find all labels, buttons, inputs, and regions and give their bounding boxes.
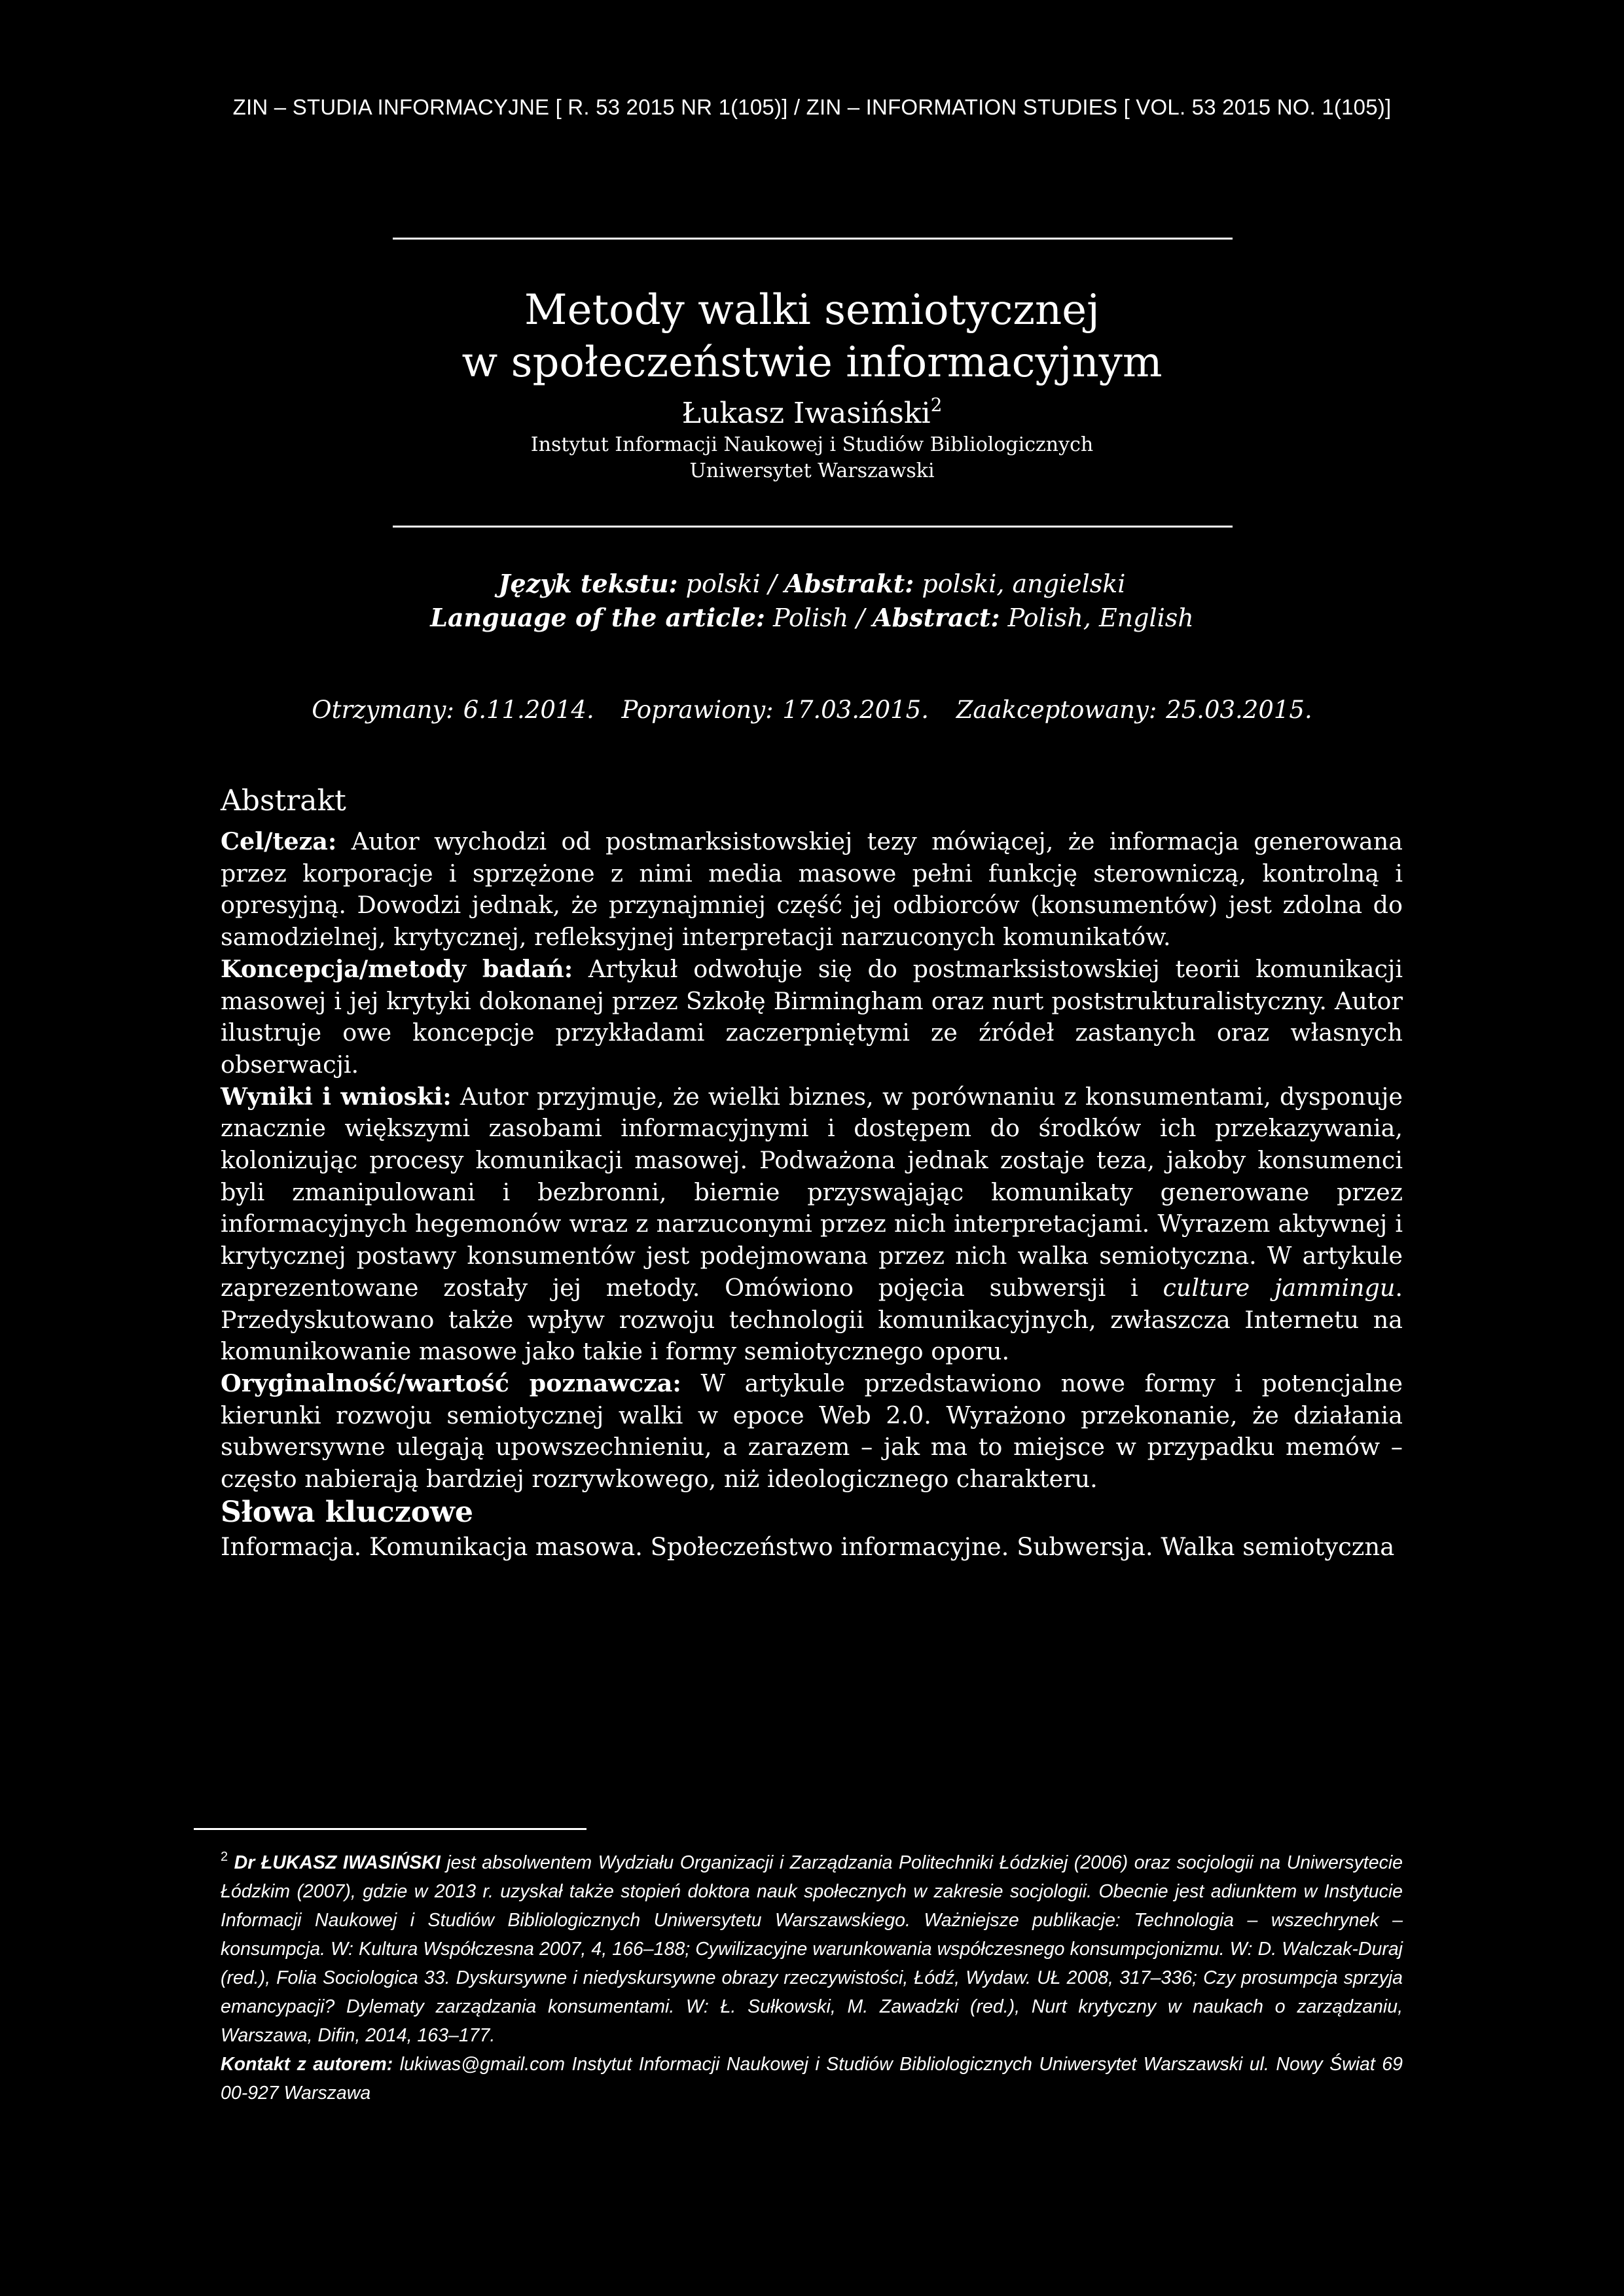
author-name-text: Łukasz Iwasiński [681, 397, 931, 430]
language-info [0, 567, 1624, 635]
abstract-body [221, 826, 1403, 1496]
abstract-results-label: Wyniki i wnioski: [221, 1082, 452, 1111]
date-revised: Poprawiony: 17.03.2015. [621, 696, 929, 724]
language-pl-label: Język tekstu: [498, 569, 678, 598]
date-received: Otrzymany: 6.11.2014. [312, 696, 594, 724]
keywords-heading: Słowa kluczowe [221, 1496, 473, 1529]
article-title-line-2: w społeczeństwie informacyjnym [461, 338, 1163, 387]
language-pl-value: polski / [677, 569, 785, 598]
abstract-results-text: Autor przyjmuje, że wielki biznes, w porównaniu z konsumentami, dysponuje znacznie większymi zasobami informacyjnymi i dostępem do środków ich przekazywania, kolonizując procesy komunikacji masowej. Podważona jednak zostaje teza, jakoby konsumenci byli zmanipulowani i bezbronni, biernie przyswajając komunikaty generowane przez informacyjnych hegemonów wraz z narzuconymi przez nich interpretacjami. Wyrazem aktywnej i krytycznej postawy konsumentów jest podejmowana przez nich walka semiotyczna. W artykule zaprezentowane zostały jej metody. Omówiono pojęcia subwersji i [221, 1082, 1403, 1302]
running-header: ZIN – STUDIA INFORMACYJNE [ R. 53 2015 NR 1(105)] / ZIN – INFORMATION STUDIES [ VOL. 53 2015 NO. 1(105)] [232, 95, 1392, 119]
footnote [221, 1842, 1403, 2108]
affiliation [0, 432, 1624, 484]
abstract-results [221, 1081, 1403, 1368]
affiliation-institute: Instytut Informacji Naukowej i Studiów Bibliologicznych [530, 433, 1094, 456]
footnote-author-label: Dr ŁUKASZ IWASIŃSKI [234, 1852, 441, 1873]
footnote-separator [194, 1828, 586, 1830]
abstract-originality [221, 1368, 1403, 1496]
article-dates [0, 696, 1624, 724]
keywords-text: Informacja. Komunikacja masowa. Społeczeństwo informacyjne. Subwersja. Walka semiotyczna [221, 1533, 1395, 1561]
abstract-lang-en-label: Abstract: [873, 603, 1000, 632]
language-en [0, 601, 1624, 635]
footnote-contact-label: Kontakt z autorem: [221, 2054, 393, 2075]
author-name [0, 394, 1624, 430]
title-rule-top [393, 238, 1233, 240]
abstract-results-text-cont: . Przedyskutowano także wpływ rozwoju technologii komunikacyjnych, zwłaszcza Internetu na komunikowanie masowe jako takie i formy semiotycznego oporu. [221, 1273, 1403, 1366]
affiliation-university: Uniwersytet Warszawski [689, 459, 935, 482]
abstract-method-text: Artykuł odwołuje się do postmarksistowskiej teorii komunikacji masowej i jej krytyki dokonanej przez Szkołę Birmingham oraz nurt poststrukturalistyczny. Autor ilustruje owe koncepcje przykładami zaczerpniętymi ze źródeł zastanych oraz własnych obserwacji. [221, 954, 1403, 1079]
abstract-lang-pl-value: polski, angielski [914, 569, 1126, 598]
language-en-label: Language of the article: [430, 603, 765, 632]
language-pl [0, 567, 1624, 601]
abstract-method [221, 954, 1403, 1081]
language-en-value: Polish / [765, 603, 873, 632]
abstract-aim-label: Cel/teza: [221, 827, 337, 855]
footnote-bio [221, 1842, 1403, 2050]
abstract-lang-en-value: Polish, English [1000, 603, 1194, 632]
abstract-method-label: Koncepcja/metody badań: [221, 954, 573, 983]
footnote-contact [221, 2050, 1403, 2108]
abstract-lang-pl-label: Abstrakt: [784, 569, 914, 598]
abstract-aim [221, 826, 1403, 954]
abstract-results-italic-term: culture jammingu [1163, 1273, 1396, 1302]
abstract-originality-label: Oryginalność/wartość poznawcza: [221, 1369, 681, 1397]
date-accepted: Zaakceptowany: 25.03.2015. [956, 696, 1312, 724]
article-title-line-1: Metody walki semiotycznej [524, 286, 1100, 334]
footnote-mark: 2 [221, 1850, 228, 1864]
abstract-originality-text: W artykule przedstawiono nowe formy i potencjalne kierunki rozwoju semiotycznej walki w epoce Web 2.0. Wyrażono przekonanie, że działania subwersywne ulegają upowszechnieniu, a zarazem – jak ma to miejsce w przypadku memów – często nabierają bardziej rozrywkowego, niż ideologicznego charakteru. [221, 1369, 1403, 1494]
author-footnote-mark: 2 [930, 394, 943, 416]
footnote-bio-text: jest absolwentem Wydziału Organizacji i Zarządzania Politechniki Łódzkiej (2006) oraz socjologii na Uniwersytecie Łódzkim (2007), gdzie w 2013 r. uzyskał także stopień doktora nauk społecznych w zakresie socjologii. Obecnie jest adiunktem w Instytucie Informacji Naukowej i Studiów Bibliologicznych Uniwersytetu Warszawskiego. Ważniejsze publikacje: Technologia – wszechrynek – konsumpcja. W: Kultura Współczesna 2007, 4, 166–188; Cywilizacyjne warunkowania współczesnego konsumpcjonizmu. W: D. Walczak-Duraj (red.), Folia Sociologica 33. Dyskursywne i niedyskursywne obrazy rzeczywistości, Łódź, Wydaw. UŁ 2008, 317–336; Czy prosumpcja sprzyja emancypacji? Dylematy zarządzania konsumentami. W: Ł. Sułkowski, M. Zawadzki (red.), Nurt krytyczny w naukach o zarządzaniu, Warszawa, Difin, 2014, 163–177. [221, 1852, 1403, 2046]
abstract-aim-text: Autor wychodzi od postmarksistowskiej tezy mówiącej, że informacja generowana przez korporacje i sprzężone z nimi media masowe pełni funkcję sterowniczą, kontrolną i opresyjną. Dowodzi jednak, że przynajmniej część jej odbiorców (konsumentów) jest zdolna do samodzielnej, krytycznej, refleksyjnej interpretacji narzuconych komunikatów. [221, 827, 1403, 952]
footnote-contact-text: lukiwas@gmail.com Instytut Informacji Naukowej i Studiów Bibliologicznych Uniwersytet Warszawski ul. Nowy Świat 69 00-927 Warszawa [221, 2054, 1403, 2104]
abstract-heading: Abstrakt [221, 784, 346, 817]
title-rule-bottom [393, 526, 1233, 528]
